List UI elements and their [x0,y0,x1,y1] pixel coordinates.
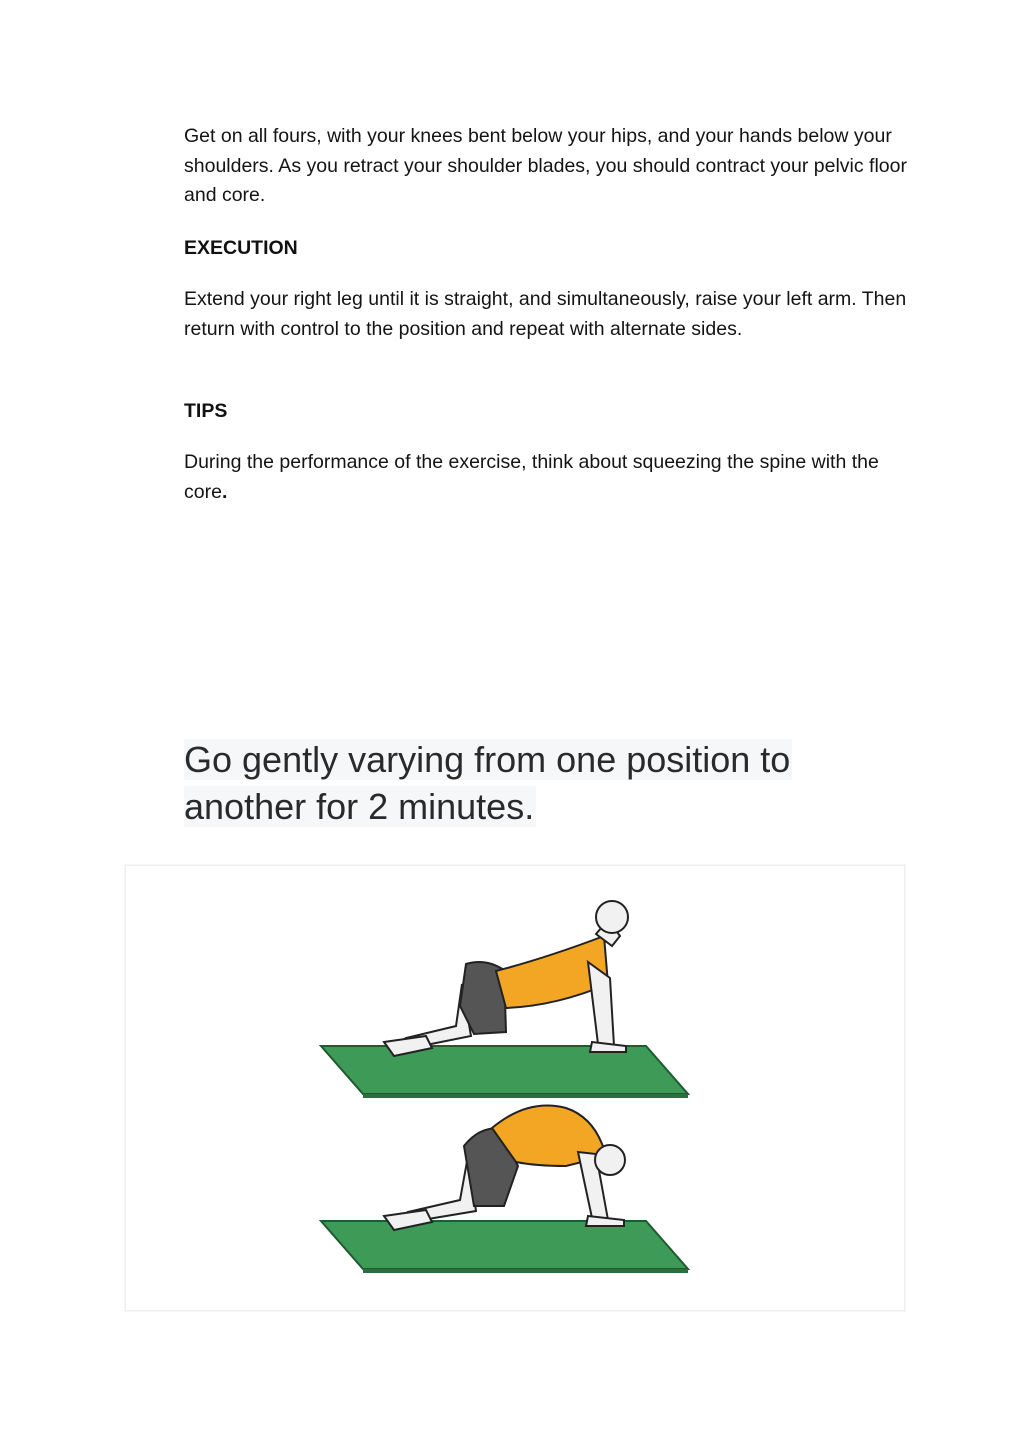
instruction-line-2: another for 2 minutes. [184,786,535,827]
cat-pose [321,1106,688,1274]
cat-cow-figure [125,865,905,1311]
tips-heading: TIPS [184,400,228,422]
execution-heading: EXECUTION [184,237,298,259]
tips-paragraph-text: During the performance of the exercise, think about squeezing the spine with the core [184,451,879,503]
mat-bottom [321,1221,688,1269]
execution-paragraph: Extend your right leg until it is straight, and simultaneously, raise your left arm. Then return with control to the position and repeat with alternate sides. [184,288,907,340]
cat-cow-illustration [126,866,904,1310]
setup-paragraph: Get on all fours, with your knees bent below your hips, and your hands below your shoulders. As you retract your shoulder blades, you should contract your pelvic floor and core. [184,125,907,206]
tips-paragraph [184,448,914,507]
instruction-line-1: Go gently varying from one position to [184,739,791,780]
tips-paragraph-end: . [221,480,228,503]
mat-top [321,1046,688,1094]
cow-pose [321,901,688,1098]
